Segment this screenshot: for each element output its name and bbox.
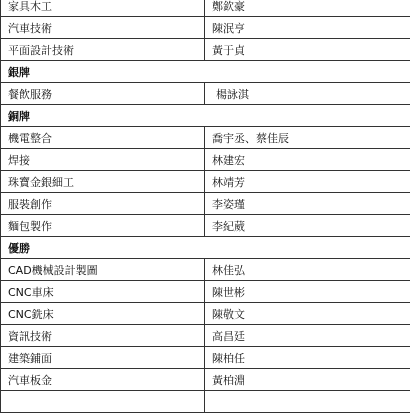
medal-section-title: 銀牌 [1,61,410,83]
winner-name-cell: 陳泯亨 [205,17,410,39]
winner-name-cell: 黃于貞 [205,39,410,61]
table-row [1,127,410,149]
winner-name-cell: 鄭欽豪 [205,0,410,17]
winner-name-cell: 陳敬文 [205,303,410,325]
winner-name-cell: 楊詠淇 [205,83,410,105]
table-row [1,303,410,325]
table-row [1,347,410,369]
winner-name-cell: 陳柏任 [205,347,410,369]
skill-cell: 麵包製作 [1,215,205,237]
winner-name-cell: 李姿瑾 [205,193,410,215]
table-row [1,325,410,347]
table-row [1,83,410,105]
table-row [1,39,410,61]
table-row [1,215,410,237]
skill-cell [1,391,205,413]
medal-section-row [1,105,410,127]
table-row [1,171,410,193]
skill-cell: 珠寶金銀細工 [1,171,205,193]
medal-section-title: 優勝 [1,237,410,259]
skill-cell: 家具木工 [1,0,205,17]
skill-cell: CNC車床 [1,281,205,303]
table-row [1,281,410,303]
winner-name-cell: 喬宇丞、蔡佳辰 [205,127,410,149]
skill-cell: 焊接 [1,149,205,171]
table-row [1,17,410,39]
skill-cell: 餐飲服務 [1,83,205,105]
winner-name-cell: 林靖芳 [205,171,410,193]
winner-name-cell: 林佳弘 [205,259,410,281]
skill-cell: 機電整合 [1,127,205,149]
table-row [1,369,410,391]
skill-cell: CAD機械設計製圖 [1,259,205,281]
winner-name-cell: 陳世彬 [205,281,410,303]
medal-section-row [1,61,410,83]
winner-name-cell: 黃柏淵 [205,369,410,391]
award-table-body [1,0,410,413]
winner-name-cell: 高昌廷 [205,325,410,347]
table-row [1,0,410,17]
medal-section-title: 銅牌 [1,105,410,127]
winner-name-cell [205,391,410,413]
skill-cell: 資訊技術 [1,325,205,347]
skill-cell: 汽車技術 [1,17,205,39]
skill-cell: CNC銑床 [1,303,205,325]
table-row [1,259,410,281]
skill-cell: 汽車板金 [1,369,205,391]
winner-name-cell: 林建宏 [205,149,410,171]
table-row [1,149,410,171]
medal-section-row [1,237,410,259]
table-row [1,391,410,413]
skill-cell: 建築鋪面 [1,347,205,369]
table-row [1,193,410,215]
skill-cell: 服裝創作 [1,193,205,215]
winner-name-cell: 李紀葳 [205,215,410,237]
skill-cell: 平面設計技術 [1,39,205,61]
